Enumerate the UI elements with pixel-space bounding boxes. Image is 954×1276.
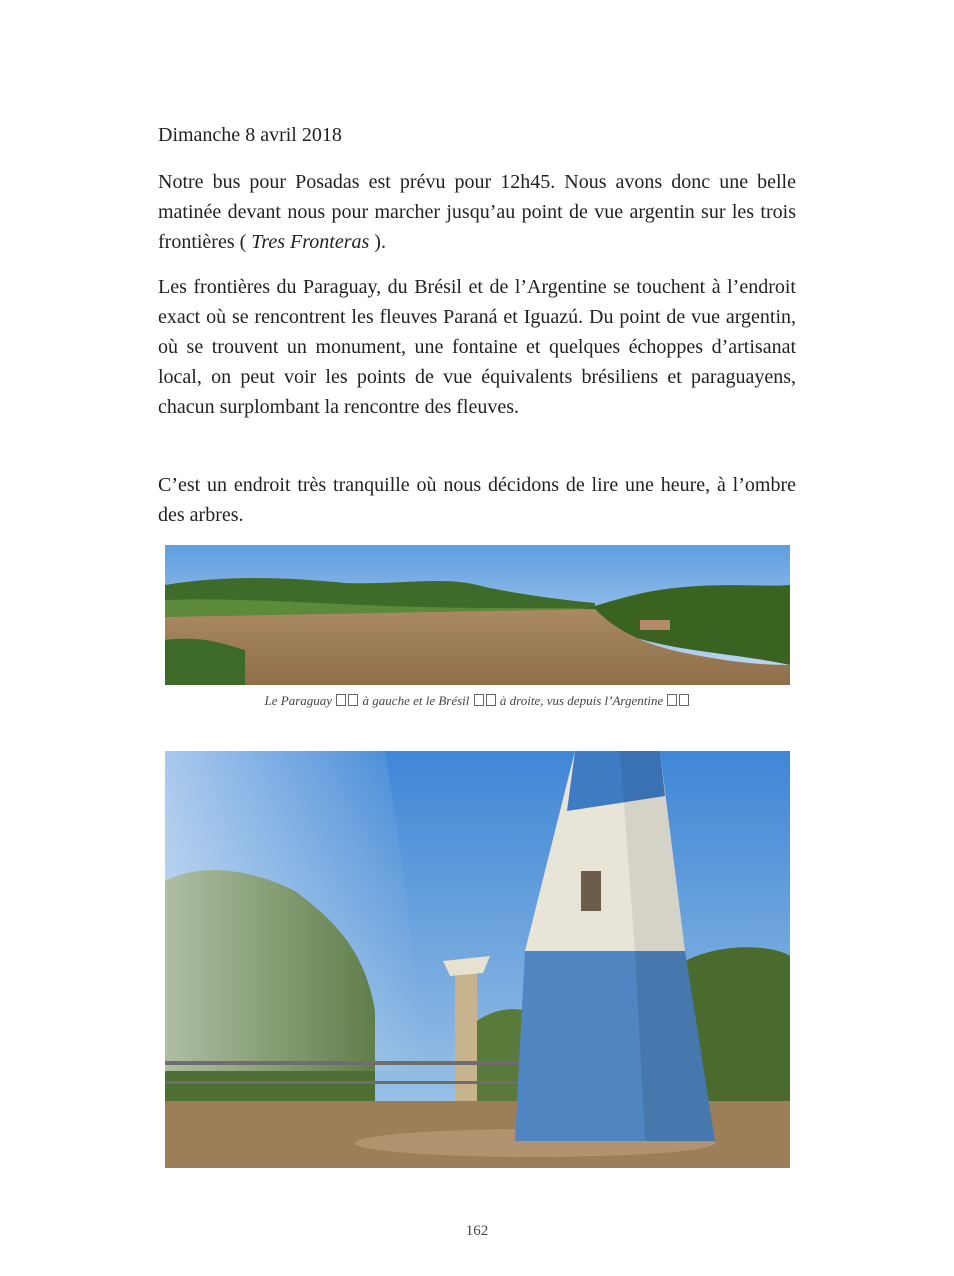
caption-part-1: Le Paraguay [264,693,336,708]
photo-caption [165,693,790,709]
brazil-flag-icon-2 [486,694,496,706]
paragraph-2: Les frontières du Paraguay, du Brésil et de l’Argentine se touchent à l’endroit exact où se rencontrent les fleuves Paraná et Iguazú. Du point de vue argentin, où se trouvent un monument, une fontaine et quelques échoppes d’artisanat local, on peut voir les points de vue équivalents brésiliens et paraguayens, chacun surplombant la rencontre des fleuves. [158,276,796,418]
tres-fronteras-italic: Tres Fronteras [251,231,370,253]
caption-part-3: à droite, vus depuis l’Argentine [496,693,667,708]
brazil-flag-icon [474,694,484,706]
paraguay-flag-icon-2 [348,694,358,706]
paraguay-flag-icon [336,694,346,706]
paragraph-1-text: Notre bus pour Posadas est prévu pour 12h45. Nous avons donc une belle matinée devant nous pour marcher jusqu’au point de vue argentin sur les trois frontières ( [158,171,796,253]
argentina-flag-icon [667,694,677,706]
paragraph-1-end: ). [369,231,386,253]
obelisk-monument-photo [165,751,790,1168]
page-number: 162 [465,1223,489,1239]
river-panorama-photo [165,545,790,685]
argentina-flag-icon-2 [679,694,689,706]
entry-date: Dimanche 8 avril 2018 [158,124,342,146]
paragraph-3: C’est un endroit très tranquille où nous décidons de lire une heure, à l’ombre des arbres. [158,474,796,526]
paragraph-1 [158,167,796,257]
caption-part-2: à gauche et le Brésil [359,693,473,708]
